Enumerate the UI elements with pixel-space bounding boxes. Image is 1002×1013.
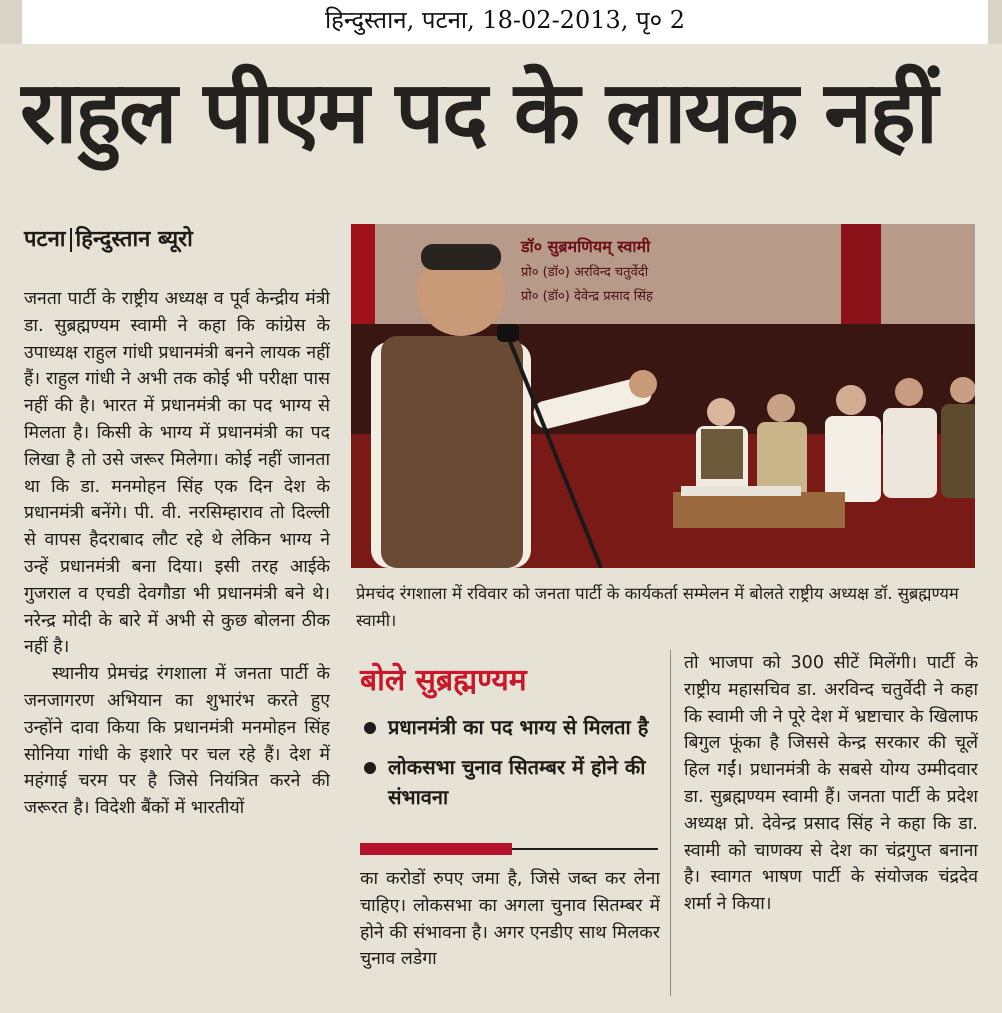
column-divider	[670, 650, 671, 996]
speaker-photo-illustration	[351, 224, 975, 568]
dateline-place: पटना	[24, 227, 66, 252]
source-header: हिन्दुस्तान, पटना, 18-02-2013, पृ० 2	[22, 0, 988, 44]
dateline-separator	[70, 228, 72, 252]
bullet-icon	[364, 722, 376, 734]
highlight-item	[360, 712, 660, 742]
article-column-3	[684, 650, 978, 996]
article-paragraph: स्थानीय प्रेमचंद्र रंगशाला में जनता पार्टी के जनजागरण अभियान का शुभारंभ करते हुए उन्होंने दावा किया कि प्रधानमंत्री मनमोहन सिंह सोनिया गांधी के इशारे पर चल रहे हैं। देश में महंगाई चरम पर है जिसे नियंत्रित करने की जरूरत है। विदेशी बैंकों में भारतीयों	[24, 664, 330, 819]
bullet-icon	[364, 762, 376, 774]
highlight-item	[360, 752, 660, 812]
highlight-text: प्रधानमंत्री का पद भाग्य से मिलता है	[388, 715, 649, 739]
news-photo	[351, 224, 975, 568]
microphone	[497, 324, 519, 342]
thin-rule	[512, 848, 658, 850]
banner-line-2: प्रो० (डॉ०) अरविन्द चतुर्वेदी	[521, 265, 649, 280]
dateline	[24, 222, 193, 258]
highlight-text: लोकसभा चुनाव सितम्बर में होने की संभावना	[388, 755, 646, 809]
article-paragraph: का करोडों रुपए जमा है, जिसे जब्त कर लेना चाहिए। लोकसभा का अगला चुनाव सितम्बर में होने की संभावना है। अगर एनडीए साथ मिलकर चुनाव लडेगा	[360, 869, 660, 970]
harmonium	[673, 492, 845, 528]
banner-line-3: प्रो० (डॉ०) देवेन्द्र प्रसाद सिंह	[521, 289, 653, 304]
banner-line-1: डॉ० सुब्रमणियम् स्वामी	[521, 237, 651, 256]
dateline-bureau: हिन्दुस्तान ब्यूरो	[75, 227, 193, 252]
article-paragraph: जनता पार्टी के राष्ट्रीय अध्यक्ष व पूर्व केन्द्रीय मंत्री डा. सुब्रह्मण्यम स्वामी ने कहा कि कांग्रेस के उपाध्यक्ष राहुल गांधी प्रधानमंत्री बनने लायक नहीं हैं। राहुल गांधी ने अभी तक कोई भी परीक्षा पास नहीं की है। भारत में प्रधानमंत्री का पद भाग्य से मिलता है। किसी के भाग्य में प्रधानमंत्री का पद लिखा है तो उसे जरूर मिलेगा। कोई नहीं जानता था कि डा. मनमोहन सिंह एक दिन देश के प्रधानमंत्री बनेंगे। पी. वी. नरसिम्हाराव तो दिल्ली से वापस हैदराबाद लौट रहे थे लेकिन भाग्य ने उन्हें प्रधानमंत्री बना दिया। इसी तरह आईके गुजराल व एचडी देवगौडा भी प्रधानमंत्री बने थे। नरेन्द्र मोदी के बारे में अभी से कुछ बोलना ठीक नहीं है।	[24, 289, 330, 658]
highlights-list	[360, 712, 660, 822]
photo-caption: प्रेमचंद रंगशाला में रविवार को जनता पार्टी के कार्यकर्ता सम्मेलन में बोलते राष्ट्रीय अध्यक्ष डॉ. सुब्रह्मण्यम स्वामी।	[356, 584, 959, 630]
accent-rule	[360, 843, 512, 855]
article-column-2	[360, 866, 660, 996]
sidebar-heading: बोले सुब्रह्मण्यम	[360, 663, 527, 698]
article-paragraph: तो भाजपा को 300 सीटें मिलेंगी। पार्टी के राष्ट्रीय महासचिव डा. अरविन्द चतुर्वेदी ने कहा कि स्वामी जी ने पूरे देश में भ्रष्टाचार के खिलाफ बिगुल फूंका है जिससे केन्द्र सरकार की चूलें हिल गईं। प्रधानमंत्री के सबसे योग्य उम्मीदवार डा. सुब्रह्मण्यम स्वामी हैं। जनता पार्टी के प्रदेश अध्यक्ष प्रो. देवेन्द्र प्रसाद सिंह ने कहा कि डा. स्वामी को चाणक्य से देश का चंद्रगुप्त बनाना है। स्वागत भाषण पार्टी के संयोजक चंद्रदेव शर्मा ने किया।	[684, 653, 978, 915]
article-column-1	[24, 286, 330, 996]
headline: राहुल पीएम पद के लायक नहीं	[20, 63, 936, 163]
